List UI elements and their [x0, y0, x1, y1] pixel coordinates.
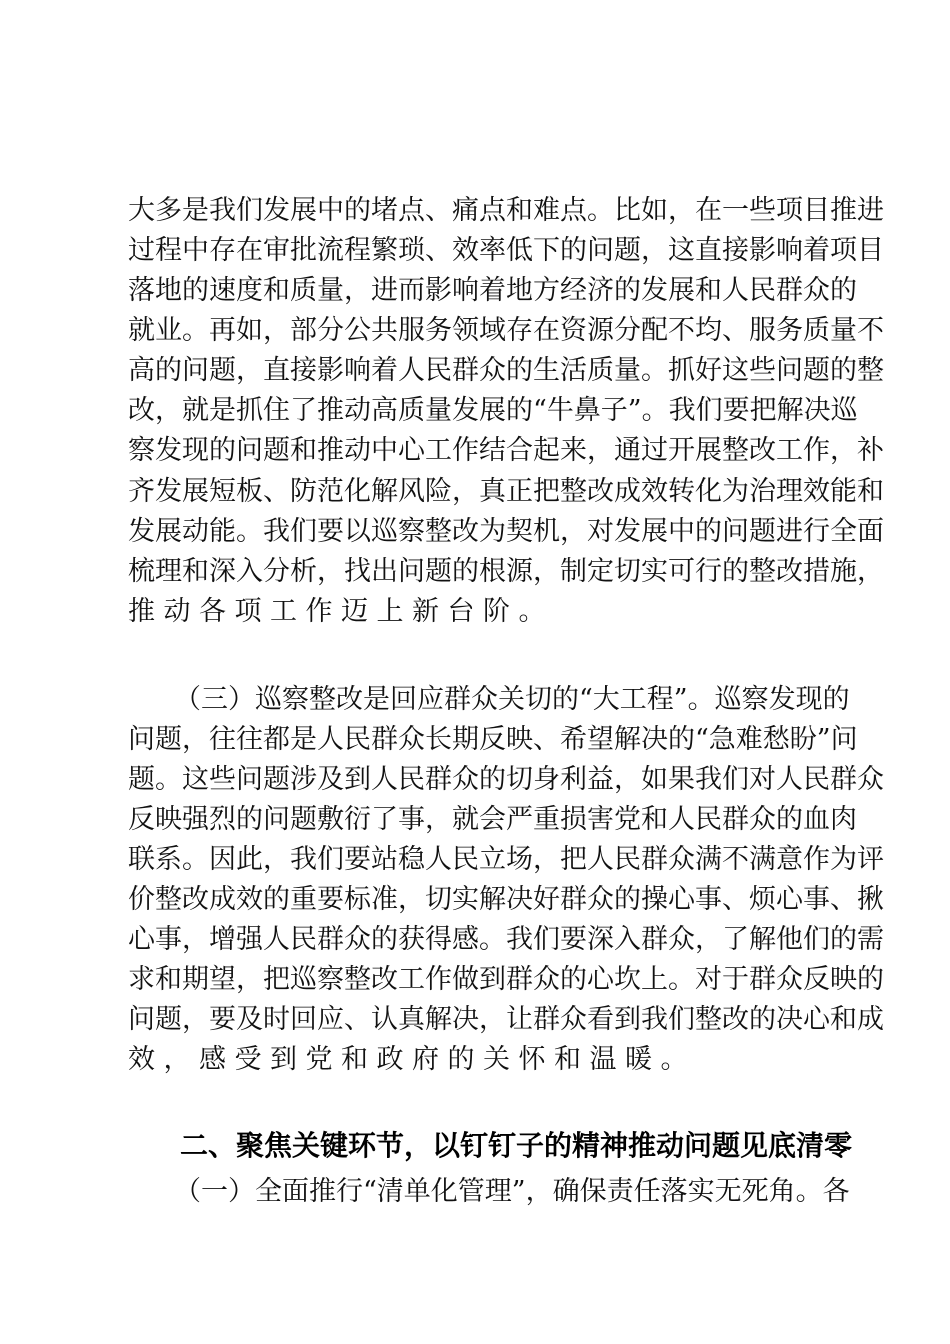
text-line: 齐发展短板、防范化解风险，真正把整改成效转化为治理效能和: [128, 476, 884, 507]
text-line: 落地的速度和质量，进而影响着地方经济的发展和人民群众的: [128, 275, 857, 306]
section-heading-2: 二、聚焦关键环节，以钉钉子的精神推动问题见底清零: [180, 1129, 853, 1162]
text-line: 过程中存在审批流程繁琐、效率低下的问题，这直接影响着项目: [128, 235, 884, 266]
text-line: 高的问题，直接影响着人民群众的生活质量。抓好这些问题的整: [128, 355, 884, 386]
text-line: 价整改成效的重要标准，切实解决好群众的操心事、烦心事、揪: [128, 884, 884, 915]
text-line: （三）巡察整改是回应群众关切的“大工程”。巡察发现的: [174, 684, 850, 715]
text-line: 心事，增强人民群众的获得感。我们要深入群众，了解他们的需: [128, 924, 884, 955]
text-line: 发展动能。我们要以巡察整改为契机，对发展中的问题进行全面: [128, 516, 884, 547]
text-line: 察发现的问题和推动中心工作结合起来，通过开展整改工作，补: [128, 435, 884, 466]
text-line: 推动各项工作迈上新台阶。: [128, 596, 554, 627]
text-line: （一）全面推行“清单化管理”，确保责任落实无死角。各: [174, 1176, 850, 1207]
text-line: 问题，要及时回应、认真解决，让群众看到我们整改的决心和成: [128, 1004, 884, 1035]
text-line: 联系。因此，我们要站稳人民立场，把人民群众满不满意作为评: [128, 844, 884, 875]
text-line: 改，就是抓住了推动高质量发展的“牛鼻子”。我们要把解决巡: [128, 395, 858, 426]
text-line: 问题，往往都是人民群众长期反映、希望解决的“急难愁盼”问: [128, 724, 858, 755]
text-line: 反映强烈的问题敷衍了事，就会严重损害党和人民群众的血肉: [128, 804, 857, 835]
text-line: 题。这些问题涉及到人民群众的切身利益，如果我们对人民群众: [128, 764, 884, 795]
text-line: 梳理和深入分析，找出问题的根源，制定切实可行的整改措施，: [128, 556, 884, 587]
text-line: 就业。再如，部分公共服务领域存在资源分配不均、服务质量不: [128, 315, 884, 346]
text-line: 大多是我们发展中的堵点、痛点和难点。比如，在一些项目推进: [128, 195, 884, 226]
text-line: 效，感受到党和政府的关怀和温暖。: [128, 1044, 696, 1075]
text-line: 求和期望，把巡察整改工作做到群众的心坎上。对于群众反映的: [128, 964, 884, 995]
